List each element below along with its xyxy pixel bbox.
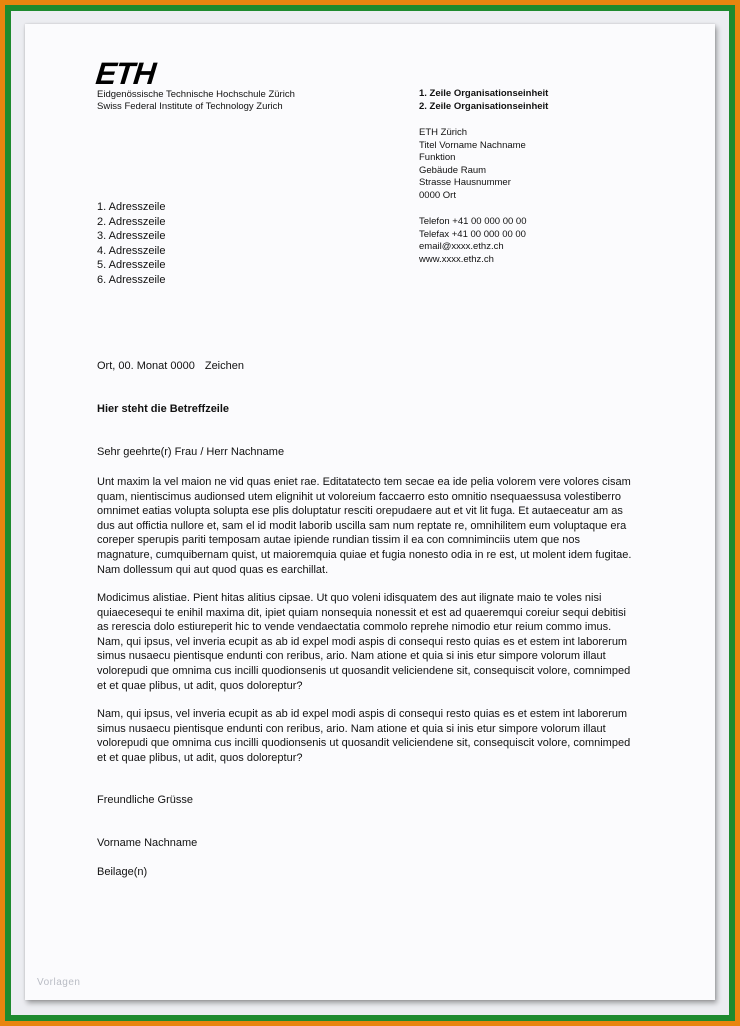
institution-name-de: Eidgenössische Technische Hochschule Zürich <box>97 89 295 100</box>
paragraph-line: quiaecesequi te enihil maxima dit, ipiet quiam nonsequia nonessit et est ad quaeremqui coreiur sequi debitisi <box>97 606 626 619</box>
paragraph-line: Unt maxim la vel maion ne vid quas eniet rae. Editatatecto tem secae ea ide pelia volorem vere volores cisam <box>97 476 631 488</box>
salutation: Sehr geehrte(r) Frau / Herr Nachname <box>97 446 285 458</box>
paragraph-line: quam, nientiscimus audionsed utem elignihit ut voloreium faccaerro esto omnitio nsequaessusa volestiberro <box>97 490 621 503</box>
paragraph-line: magnature, cumquibernam quist, ut maioremquia quiae et fugia nonesto odia in re est, ut molent idem fugitae. <box>97 548 632 561</box>
email-address: email@xxxx.ethz.ch <box>419 241 504 253</box>
sender-person: Titel Vorname Nachname <box>419 139 526 151</box>
sender-street: Strasse Hausnummer <box>419 177 511 189</box>
org-line-1: 1. Zeile Organisationseinheit <box>419 88 549 99</box>
sender-block <box>419 127 526 203</box>
sender-function: Funktion <box>419 152 456 164</box>
org-line-2: 2. Zeile Organisationseinheit <box>419 100 549 112</box>
address-line: 2. Adresszeile <box>97 215 166 228</box>
recipient-address <box>97 200 165 288</box>
address-line: 1. Adresszeile <box>97 201 166 213</box>
paragraph-line: simus nusaecu pientisque endunti con reribus, ario. Nam atione et quia si inis etur simpore volorum illaut <box>97 722 606 735</box>
fax-number: Telefax +41 00 000 00 00 <box>419 228 526 240</box>
institution-name-en: Swiss Federal Institute of Technology Zurich <box>97 101 283 112</box>
subject-line: Hier steht die Betreffzeile <box>97 403 230 415</box>
body-paragraph-2 <box>97 591 645 693</box>
paragraph-line: simus nusaecu pientisque endunti con reribus, ario. Nam atione et quia si inis etur simpore volorum illaut <box>97 650 606 663</box>
paragraph-line: Nam, qui ipsus, vel inveria ecupit as ab id expel modi aspis di consequi resto quias es et estem int laborerum <box>97 635 628 648</box>
enclosure-note: Beilage(n) <box>97 866 148 878</box>
website: www.xxxx.ethz.ch <box>419 253 494 265</box>
paragraph-line: et et quae plibus, ut adit, quos doloreptur? <box>97 751 303 764</box>
sender-room: Gebäude Raum <box>419 164 487 176</box>
paragraph-line: volorepudi que omnima cus incilli quodionsenis ut quosandit veliciendene sit, consequiscit volore, comnimped <box>97 664 631 677</box>
paragraph-line: omnimet eatias volupta solupta ese plis doluptatur resciti orepudaere aut et vit lit fuga. Et autaeceatur am as <box>97 505 623 518</box>
paragraph-line: Nam dollessum qui aut quod quas es earchillat. <box>97 563 329 576</box>
paragraph-line: coreper sperupis pariti temposam autae ipiende rundian tissim il ea con comniminciis utem que nos <box>97 534 581 547</box>
contact-details <box>419 216 527 266</box>
paragraph-line: Nam, qui ipsus, vel inveria ecupit as ab id expel modi aspis di consequi resto quias es et estem int laborerum <box>97 708 628 720</box>
paragraph-line: as rerescia dolo estiureperit hic to vende vendaectatia commolo reprehe nimodio etur reium commo imus. <box>97 621 612 634</box>
paragraph-line: volorepudi que omnima cus incilli quodionsenis ut quosandit veliciendene sit, consequiscit volore, comnimped <box>97 737 631 750</box>
paragraph-line: Modicimus alistiae. Pient hitas alitius cipsae. Ut quo voleni idisquatem des aut ilignate maio te voles nisi <box>97 592 602 604</box>
address-line: 6. Adresszeile <box>97 273 166 286</box>
phone-number: Telefon +41 00 000 00 00 <box>419 216 527 227</box>
reference-sign: Zeichen <box>204 360 244 372</box>
address-line: 4. Adresszeile <box>97 244 166 257</box>
letter-date: Ort, 00. Monat 0000 <box>97 360 195 372</box>
sender-zip-city: 0000 Ort <box>419 189 456 201</box>
address-line: 5. Adresszeile <box>97 259 166 272</box>
institution-name <box>97 89 295 113</box>
eth-logo: ETH <box>94 56 157 91</box>
body-paragraph-3 <box>97 707 645 765</box>
paragraph-line: dus aut offictia nullore et, sam el id modit laborib uscilla sam num reptate re, omnihilitem eum voluptaque era <box>97 519 627 532</box>
address-line: 3. Adresszeile <box>97 230 166 243</box>
sender-city: ETH Zürich <box>419 127 468 138</box>
date-line <box>97 360 244 372</box>
organisation-unit <box>419 88 548 113</box>
paragraph-line: et et quae plibus, ut adit, quos doloreptur? <box>97 679 303 692</box>
signature-name: Vorname Nachname <box>97 837 198 849</box>
watermark: Vorlagen <box>37 977 81 988</box>
body-paragraph-1 <box>97 475 645 577</box>
letter-page <box>25 24 715 1000</box>
closing-greeting: Freundliche Grüsse <box>97 794 193 806</box>
